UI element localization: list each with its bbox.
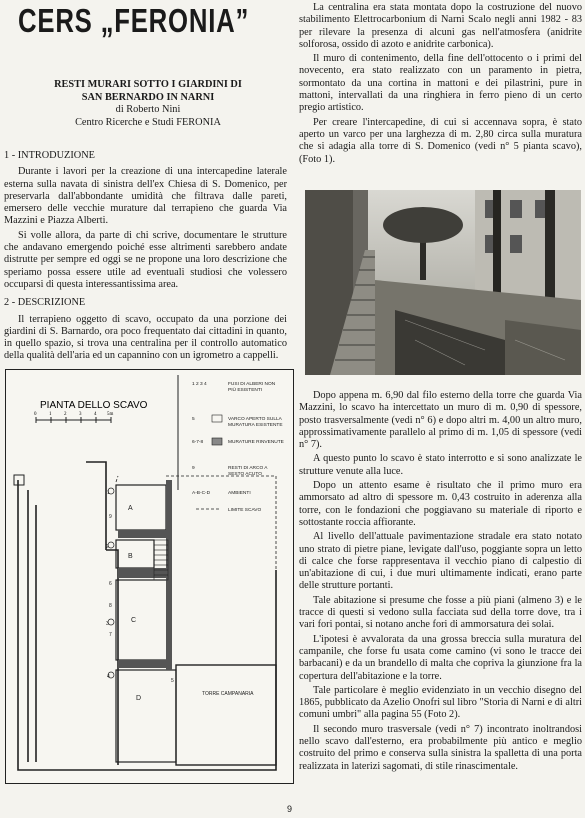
paragraph: A questo punto lo scavo è stato interrotto e si sono analizzate le strutture venute alla luce. <box>299 453 582 477</box>
scale-label: 2 <box>64 412 67 417</box>
scale-label: 3 <box>79 412 82 417</box>
scale-label: 4 <box>94 412 97 417</box>
number-label: 1 <box>107 490 110 496</box>
number-label: 7 <box>109 632 112 638</box>
plan-title: PIANTA DELLO SCAVO <box>40 400 148 411</box>
paragraph: Tale abitazione si presume che fosse a più piani (almeno 3) e le tracce di questi si vedono sulla facciata sud della torre dove, tra i vari fori pontai, si notano anche fori di ammorsatura dei solai. <box>299 594 582 631</box>
legend-text: MURATURE RINVENUTE <box>228 440 284 445</box>
legend-key: 9 <box>192 466 195 471</box>
paragraph: Al livello dell'attuale pavimentazione stradale era stato notato uno strato di pietre piane, levigate dall'uso, poggiante sopra un letto di calce che forse rappresentava il vecchio piano di calpestio di un'abitazione di cui, i due muri ultimamente indicati, erano parte delle strutture portanti. <box>299 531 582 592</box>
room-label: D <box>136 695 142 702</box>
paragraph: Per creare l'intercapedine, di cui si accennava sopra, è stato aperto un varco per una larghezza di m. 2,80 circa sulla muratura che si adagia alla torre di S. Domenico (vedi n° 5 pianta scavo), (Foto 1). <box>299 116 582 165</box>
number-label: 9 <box>109 514 112 520</box>
tower-label: TORRE CAMPANARIA <box>202 691 254 697</box>
paragraph: Il terrapieno oggetto di scavo, occupato da una porzione dei giardini di S. Barnardo, ora poco frequentato dai cittadini in quanto, in quello spazio, si trova una centralina per il controllo automatico della qualità dell'aria ed un capannino con un igrometro a cappelli. <box>4 313 287 362</box>
scale-label: 5m <box>107 412 114 417</box>
legend-text: AMBIENTI <box>228 491 251 496</box>
section-heading-descrizione: 2 - DESCRIZIONE <box>4 297 86 309</box>
right-column-top-text <box>299 2 582 168</box>
paragraph: Durante i lavori per la creazione di una intercapedine laterale esterna sulla navata di sinistra dell'ex Chiesa di S. Domenico, per preservarla dall'abbondante umidità che filtrava dalle pareti, emersero delle vecchie murature dal terrapieno che guarda Via Mazzini e Piazza Alberti. <box>4 166 287 227</box>
paragraph: La centralina era stata montata dopo la costruzione del nuovo stabilimento Elettrocarbonium di Narni Scalo negli anni 1982 - 83 per rilevare la presenza di alcuni gas nell'atmosfera (anidrite solforosa, ossido di azoto e anidrite carbonica). <box>299 2 582 50</box>
article-title-line-2: SAN BERNARDO IN NARNI <box>81 92 215 103</box>
article-title-line-1: RESTI MURARI SOTTO I GIARDINI DI <box>54 79 242 90</box>
room-label: C <box>131 617 137 624</box>
legend-key: A-B-C-D <box>192 491 211 496</box>
right-column-bottom-text <box>299 390 582 775</box>
author: di Roberto Nini <box>115 104 181 115</box>
scale-bar <box>34 412 114 423</box>
paragraph: Si volle allora, da parte di chi scrive, documentare le strutture che andavano emergendo poiché esse altrimenti sarebbero andate distrutte per sempre ed oggi se ne propone una loro descrizione che speriamo possa essere utile ad eventuali studiosi che volessero occuparsi di questa interessantissima area. <box>4 229 287 290</box>
number-label: 3 <box>106 621 109 627</box>
legend-text: RESTI DI ARCO A <box>228 466 268 471</box>
legend-key: 6-7-8 <box>192 440 204 445</box>
section-heading-introduzione: 1 - INTRODUZIONE <box>4 150 95 161</box>
legend-text: PIÙ ESISTENTI <box>228 388 263 393</box>
excavation-plan-drawing <box>5 369 294 784</box>
number-label: 8 <box>109 603 112 609</box>
article-title <box>20 78 276 104</box>
legend-text: SESTO ACUTO <box>228 472 262 477</box>
plan-legend <box>192 381 284 513</box>
excavation-photo-image <box>305 190 581 375</box>
number-label: 6 <box>109 581 112 587</box>
number-label: 5 <box>171 678 174 684</box>
legend-text: MURATURA ESISTENTE <box>228 423 283 428</box>
paragraph: L'ipotesi è avvalorata da una grossa breccia sulla muratura del campanile, che forse fu usata come camino (vi sono le tracce dei barbacani) e da un brandello di malta che copriva la giunzione fra la copertura dell'abitazione e la torre. <box>299 633 582 682</box>
number-label: 2 <box>106 544 109 550</box>
affiliation: Centro Ricerche e Studi FERONIA <box>75 116 221 128</box>
legend-text: LIMITE SCAVO <box>228 508 262 513</box>
paragraph: Il secondo muro trasversale (vedi n° 7) incontrato inoltrandosi nello scavo dall'esterno, era probabilmente più antico e meglio costruito del primo e conserva sulla sinistra la spalletta di una porta realizzata in laterizi sagomati, di stile rinascimentale. <box>299 723 582 772</box>
room-label: B <box>128 553 133 560</box>
magazine-masthead: CERS „FERONIA” <box>18 2 250 39</box>
number-label: 4 <box>107 674 110 680</box>
byline <box>20 104 276 129</box>
left-column-text <box>4 144 287 365</box>
legend-text: VARCO APERTO SULLA <box>228 417 282 422</box>
paragraph: Dopo appena m. 6,90 dal filo esterno della torre che guarda Via Mazzini, lo scavo ha intercettato un muro di m. 0,90 di spessore, posto trasversalmente (vedi n° 6) e dopo altri m. 4,00 un altro muro, approssimativamente parallelo al primo di m. 1,05 di spessore (vedi n° 7). <box>299 390 582 451</box>
scale-label: 0 <box>34 412 37 417</box>
excavation-photo <box>305 190 581 375</box>
legend-key: 1 2 3 4 <box>192 382 207 387</box>
plan-svg <box>6 370 293 783</box>
paragraph: Tale particolare è meglio evidenziato in un vecchio disegno del 1865, pubblicato da Azelio Onofri sul libro "Storia di Narni e di altri comuni umbri" alla pagina 55 (Foto 2). <box>299 684 582 721</box>
room-label: A <box>128 505 133 512</box>
paragraph: Il muro di contenimento, della fine dell'ottocento o i primi del novecento, era stato realizzato con un paramento in pietra, sormontato da una cortina in mattoni e dei pilastrini, pure in mattoni, intervallati da una ringhiera in ferro pieno di un certo pregio artistico. <box>299 53 582 114</box>
legend-key: 5 <box>192 417 195 422</box>
paragraph: Dopo un attento esame è risultato che il primo muro era ammorsato ad altro di spessore m. 0,43 costruito in aderenza alla torre, con le fondazioni che poggiavano su materiale di riporto e sottostante roccia affiorante. <box>299 480 582 528</box>
page-number: 9 <box>287 804 293 814</box>
scale-label: 1 <box>49 412 52 417</box>
legend-text: FUSI DI ALBERI NON <box>228 382 276 387</box>
